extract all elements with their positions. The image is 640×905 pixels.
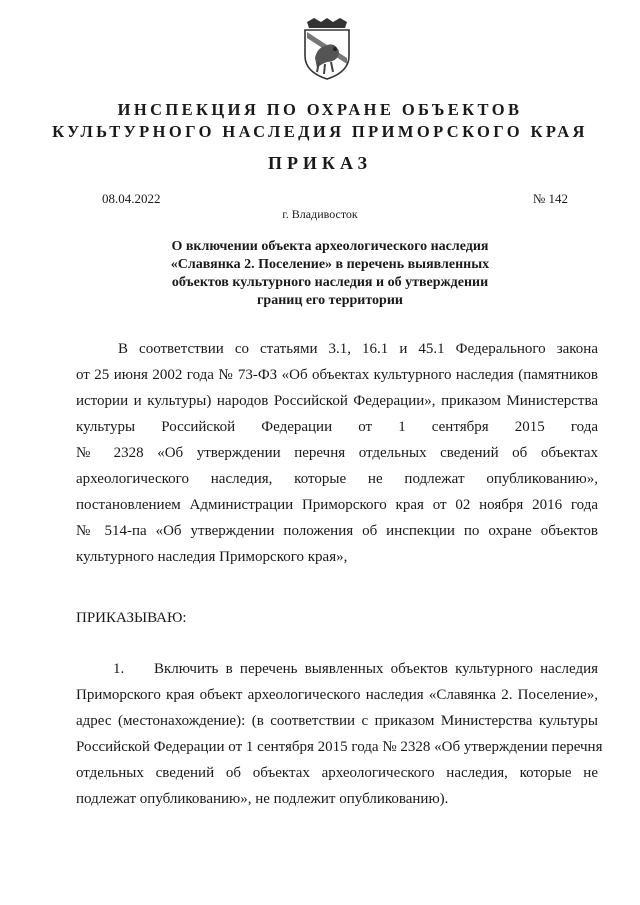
preamble-line: археологического наследия, которые не подлежат опубликованию», <box>76 471 598 487</box>
preamble-line: № 2328 «Об утверждении перечня отдельных сведений об объектах <box>76 445 598 461</box>
document-title <box>120 238 540 310</box>
title-line: «Славянка 2. Поселение» в перечень выявленных <box>170 257 490 272</box>
item-line: Российской Федерации от 1 сентября 2015 года № 2328 «Об утверждении перечня <box>76 739 603 755</box>
preamble-line: культурного наследия Приморского края», <box>76 549 348 565</box>
title-line: объектов культурного наследия и об утверждении <box>171 275 489 290</box>
title-line: О включении объекта археологического наследия <box>171 239 489 254</box>
organization-name-line2: КУЛЬТУРНОГО НАСЛЕДИЯ ПРИМОРСКОГО КРАЯ <box>52 122 588 141</box>
order-directive: ПРИКАЗЫВАЮ: <box>76 610 187 626</box>
preamble-line: № 514-па «Об утверждении положения об инспекции по охране объектов <box>76 523 598 539</box>
item-line: отдельных сведений об объектах археологического наследия, которые не <box>76 765 598 781</box>
item-number: 1. <box>113 661 125 677</box>
preamble-line: культуры Российской Федерации от 1 сентября 2015 года <box>76 419 598 435</box>
preamble-line: В соответствии со статьями 3.1, 16.1 и 45.1 Федерального закона <box>118 341 598 357</box>
item-line: Включить в перечень выявленных объектов культурного наследия <box>154 661 598 677</box>
preamble-line: от 25 июня 2002 года № 73-ФЗ «Об объектах культурного наследия (памятников <box>76 367 598 383</box>
coat-of-arms-icon <box>301 18 353 80</box>
item-line: подлежат опубликованию», не подлежит опубликованию). <box>76 791 449 807</box>
preamble-line: истории и культуры) народов Российской Федерации», приказом Министерства <box>76 393 598 409</box>
item-line: адрес (местонахождение): (в соответствии с приказом Министерства культуры <box>76 713 598 729</box>
organization-name-line1: ИНСПЕКЦИЯ ПО ОХРАНЕ ОБЪЕКТОВ <box>117 100 523 119</box>
title-line: границ его территории <box>257 293 403 308</box>
document-type: ПРИКАЗ <box>267 153 373 173</box>
preamble-line: постановлением Администрации Приморского края от 02 ноября 2016 года <box>76 497 598 513</box>
item-line: Приморского края объект археологического наследия «Славянка 2. Поселение», <box>76 687 598 703</box>
document-city: г. Владивосток <box>282 207 358 221</box>
document-date: 08.04.2022 <box>102 191 161 206</box>
document-number: № 142 <box>532 191 568 206</box>
